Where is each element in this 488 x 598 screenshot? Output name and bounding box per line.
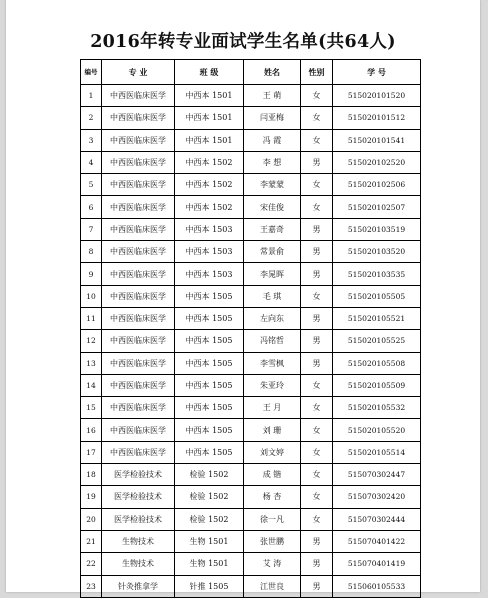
gender-cell: 女 [301, 508, 333, 530]
major-cell: 中西医临床医学 [102, 218, 175, 240]
gender-cell: 男 [301, 553, 333, 575]
gender-cell: 女 [301, 285, 333, 307]
student-id-cell: 515070302420 [333, 486, 421, 508]
row-number-cell: 14 [81, 374, 102, 396]
class-cell: 生物 1501 [175, 530, 244, 552]
major-cell: 中西医临床医学 [102, 85, 175, 107]
table-row [81, 129, 421, 151]
gender-cell: 男 [301, 151, 333, 173]
student-name-cell: 李雪枫 [244, 352, 301, 374]
document-title: 2016年转专业面试学生名单(共64人) [90, 32, 396, 52]
gender-cell: 男 [301, 241, 333, 263]
header-class: 班 级 [175, 60, 244, 85]
row-number-cell: 8 [81, 241, 102, 263]
class-cell: 针推 1505 [175, 575, 244, 597]
student-name-cell: 杨 杏 [244, 486, 301, 508]
student-name-cell: 王 月 [244, 397, 301, 419]
row-number-cell: 23 [81, 575, 102, 597]
major-cell: 中西医临床医学 [102, 441, 175, 463]
major-cell: 中西医临床医学 [102, 285, 175, 307]
student-id-cell: 515070302444 [333, 508, 421, 530]
gender-cell: 男 [301, 575, 333, 597]
row-number-cell: 1 [81, 85, 102, 107]
header-major: 专 业 [102, 60, 175, 85]
student-list-table [80, 59, 421, 598]
student-name-cell: 刘 珊 [244, 419, 301, 441]
major-cell: 中西医临床医学 [102, 196, 175, 218]
student-id-cell: 515020105521 [333, 307, 421, 329]
row-number-cell: 21 [81, 530, 102, 552]
document-page [6, 0, 480, 592]
row-number-cell: 22 [81, 553, 102, 575]
major-cell: 医学检验技术 [102, 486, 175, 508]
table-row [81, 307, 421, 329]
table-row [81, 397, 421, 419]
class-cell: 中西本 1505 [175, 441, 244, 463]
gender-cell: 女 [301, 107, 333, 129]
row-number-cell: 9 [81, 263, 102, 285]
table-row [81, 196, 421, 218]
student-name-cell: 李蒙蒙 [244, 174, 301, 196]
student-name-cell: 朱亚玲 [244, 374, 301, 396]
gender-cell: 女 [301, 374, 333, 396]
row-number-cell: 17 [81, 441, 102, 463]
student-name-cell: 王 萌 [244, 85, 301, 107]
table-body [81, 85, 421, 598]
row-number-cell: 3 [81, 129, 102, 151]
class-cell: 生物 1501 [175, 553, 244, 575]
student-id-cell: 515070401419 [333, 553, 421, 575]
class-cell: 中西本 1503 [175, 263, 244, 285]
header-no: 编号 [81, 60, 102, 85]
major-cell: 中西医临床医学 [102, 107, 175, 129]
student-id-cell: 515070401422 [333, 530, 421, 552]
table-row [81, 218, 421, 240]
gender-cell: 男 [301, 352, 333, 374]
student-id-cell: 515020105508 [333, 352, 421, 374]
major-cell: 中西医临床医学 [102, 151, 175, 173]
table-row [81, 486, 421, 508]
student-name-cell: 江世良 [244, 575, 301, 597]
table-row [81, 285, 421, 307]
header-student-id: 学 号 [333, 60, 421, 85]
table-row [81, 419, 421, 441]
table-row [81, 330, 421, 352]
gender-cell: 女 [301, 129, 333, 151]
student-id-cell: 515020102507 [333, 196, 421, 218]
class-cell: 中西本 1505 [175, 419, 244, 441]
row-number-cell: 12 [81, 330, 102, 352]
gender-cell: 男 [301, 530, 333, 552]
student-name-cell: 闫亚梅 [244, 107, 301, 129]
class-cell: 中西本 1501 [175, 85, 244, 107]
table-row [81, 575, 421, 597]
table-row [81, 107, 421, 129]
table-row [81, 441, 421, 463]
major-cell: 中西医临床医学 [102, 352, 175, 374]
student-id-cell: 515020103519 [333, 218, 421, 240]
table-row [81, 553, 421, 575]
student-id-cell: 515020103520 [333, 241, 421, 263]
major-cell: 生物技术 [102, 553, 175, 575]
table-row [81, 464, 421, 486]
gender-cell: 男 [301, 330, 333, 352]
student-name-cell: 冯 霞 [244, 129, 301, 151]
gender-cell: 女 [301, 174, 333, 196]
student-id-cell: 515020105525 [333, 330, 421, 352]
gender-cell: 男 [301, 218, 333, 240]
major-cell: 中西医临床医学 [102, 307, 175, 329]
major-cell: 医学检验技术 [102, 464, 175, 486]
student-id-cell: 515020101541 [333, 129, 421, 151]
class-cell: 检验 1502 [175, 508, 244, 530]
table-row [81, 151, 421, 173]
class-cell: 中西本 1505 [175, 330, 244, 352]
table-row [81, 263, 421, 285]
student-id-cell: 515020105505 [333, 285, 421, 307]
class-cell: 中西本 1503 [175, 241, 244, 263]
major-cell: 中西医临床医学 [102, 397, 175, 419]
row-number-cell: 18 [81, 464, 102, 486]
student-name-cell: 艾 涛 [244, 553, 301, 575]
table-row [81, 241, 421, 263]
row-number-cell: 2 [81, 107, 102, 129]
major-cell: 中西医临床医学 [102, 174, 175, 196]
table-row [81, 374, 421, 396]
student-name-cell: 冯铭哲 [244, 330, 301, 352]
row-number-cell: 20 [81, 508, 102, 530]
class-cell: 中西本 1505 [175, 374, 244, 396]
gender-cell: 女 [301, 441, 333, 463]
row-number-cell: 10 [81, 285, 102, 307]
gender-cell: 女 [301, 419, 333, 441]
major-cell: 医学检验技术 [102, 508, 175, 530]
student-id-cell: 515070302447 [333, 464, 421, 486]
row-number-cell: 6 [81, 196, 102, 218]
major-cell: 中西医临床医学 [102, 374, 175, 396]
student-name-cell: 徐一凡 [244, 508, 301, 530]
student-id-cell: 515020102520 [333, 151, 421, 173]
major-cell: 中西医临床医学 [102, 419, 175, 441]
class-cell: 中西本 1501 [175, 107, 244, 129]
row-number-cell: 11 [81, 307, 102, 329]
student-id-cell: 515060105533 [333, 575, 421, 597]
student-id-cell: 515020105514 [333, 441, 421, 463]
student-name-cell: 李晁晖 [244, 263, 301, 285]
student-name-cell: 宋佳俊 [244, 196, 301, 218]
row-number-cell: 13 [81, 352, 102, 374]
table-row [81, 508, 421, 530]
table-row [81, 174, 421, 196]
major-cell: 中西医临床医学 [102, 330, 175, 352]
student-id-cell: 515020101520 [333, 85, 421, 107]
student-id-cell: 515020102506 [333, 174, 421, 196]
major-cell: 生物技术 [102, 530, 175, 552]
student-name-cell: 毛 琪 [244, 285, 301, 307]
class-cell: 中西本 1502 [175, 196, 244, 218]
table-row [81, 530, 421, 552]
major-cell: 中西医临床医学 [102, 129, 175, 151]
row-number-cell: 19 [81, 486, 102, 508]
gender-cell: 女 [301, 85, 333, 107]
class-cell: 中西本 1502 [175, 174, 244, 196]
row-number-cell: 5 [81, 174, 102, 196]
gender-cell: 女 [301, 464, 333, 486]
student-id-cell: 515020101512 [333, 107, 421, 129]
header-gender: 性别 [301, 60, 333, 85]
table-row [81, 352, 421, 374]
gender-cell: 男 [301, 263, 333, 285]
student-name-cell: 张世鹏 [244, 530, 301, 552]
student-name-cell: 左向东 [244, 307, 301, 329]
row-number-cell: 16 [81, 419, 102, 441]
student-id-cell: 515020103535 [333, 263, 421, 285]
student-name-cell: 常景俞 [244, 241, 301, 263]
class-cell: 中西本 1505 [175, 307, 244, 329]
student-name-cell: 李 想 [244, 151, 301, 173]
class-cell: 中西本 1501 [175, 129, 244, 151]
major-cell: 中西医临床医学 [102, 263, 175, 285]
class-cell: 中西本 1503 [175, 218, 244, 240]
class-cell: 中西本 1502 [175, 151, 244, 173]
student-name-cell: 王嘉奇 [244, 218, 301, 240]
student-name-cell: 成 锴 [244, 464, 301, 486]
major-cell: 中西医临床医学 [102, 241, 175, 263]
row-number-cell: 15 [81, 397, 102, 419]
student-id-cell: 515020105520 [333, 419, 421, 441]
table-header-row [81, 60, 421, 85]
student-id-cell: 515020105532 [333, 397, 421, 419]
class-cell: 检验 1502 [175, 486, 244, 508]
gender-cell: 女 [301, 486, 333, 508]
major-cell: 针灸推拿学 [102, 575, 175, 597]
header-name: 姓名 [244, 60, 301, 85]
student-name-cell: 刘文婷 [244, 441, 301, 463]
row-number-cell: 4 [81, 151, 102, 173]
class-cell: 检验 1502 [175, 464, 244, 486]
student-id-cell: 515020105509 [333, 374, 421, 396]
class-cell: 中西本 1505 [175, 397, 244, 419]
class-cell: 中西本 1505 [175, 285, 244, 307]
gender-cell: 男 [301, 307, 333, 329]
class-cell: 中西本 1505 [175, 352, 244, 374]
gender-cell: 女 [301, 196, 333, 218]
gender-cell: 女 [301, 397, 333, 419]
table-row [81, 85, 421, 107]
row-number-cell: 7 [81, 218, 102, 240]
